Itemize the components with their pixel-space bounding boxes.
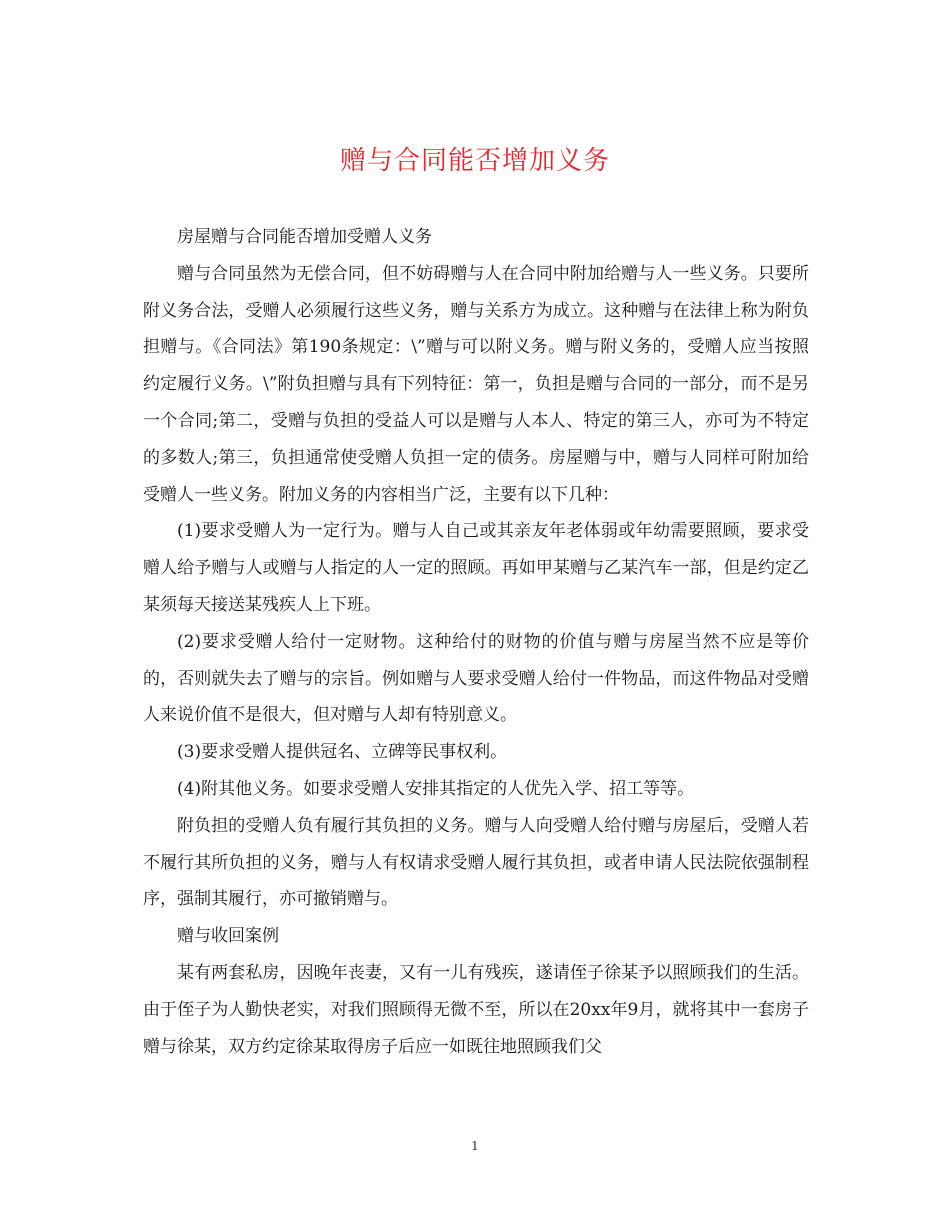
paragraph-list-item-2: (2)要求受赠人给付一定财物。这种给付的财物的价值与赠与房屋当然不应是等价的，否则就失去了赠与的宗旨。例如赠与人要求受赠人给付一件物品，而这件物品对受赠人来说价值不是很大，但对赠与人却有特别意义。 [143, 631, 809, 726]
document-body [143, 219, 809, 1065]
paragraph-list-item-4: (4)附其他义务。如要求受赠人安排其指定的人优先入学、招工等等。 [177, 778, 695, 799]
paragraph-subheading: 房屋赠与合同能否增加受赠人义务 [177, 227, 432, 247]
page-number: 1 [471, 1139, 479, 1153]
paragraph-list-item-3: (3)要求受赠人提供冠名、立碑等民事权利。 [177, 742, 508, 763]
paragraph: 赠与合同虽然为无偿合同，但不妨碍赠与人在合同中附加给赠与人一些义务。只要所附义务合法，受赠人必须履行这些义务，赠与关系方为成立。这种赠与在法律上称为附负担赠与。《合同法》第190条规定：\”赠与可以附义务。赠与附义务的，受赠人应当按照约定履行义务。\”附负担赠与具有下列特征：第一，负担是赠与合同的一部分，而不是另一个合同;第二，受赠与负担的受益人可以是赠与人本人、特定的第三人，亦可为不特定的多数人;第三，负担通常使受赠人负担一定的债务。房屋赠与中，赠与人同样可附加给受赠人一些义务。附加义务的内容相当广泛，主要有以下几种： [143, 263, 809, 505]
paragraph-subheading: 赠与收回案例 [177, 926, 279, 947]
paragraph-list-item-1: (1)要求受赠人为一定行为。赠与人自己或其亲友年老体弱或年幼需要照顾，要求受赠人给予赠与人或赠与人指定的人一定的照顾。再如甲某赠与乙某汽车一部，但是约定乙某须每天接送某残疾人上下班。 [143, 521, 809, 615]
paragraph: 附负担的受赠人负有履行其负担的义务。赠与人向受赠人给付赠与房屋后，受赠人若不履行其所负担的义务，赠与人有权请求受赠人履行其负担，或者申请人民法院依强制程序，强制其履行，亦可撤销赠与。 [143, 815, 809, 910]
paragraph: 某有两套私房，因晚年丧妻，又有一儿有残疾，遂请侄子徐某予以照顾我们的生活。由于侄子为人勤快老实，对我们照顾得无微不至，所以在20xx年9月，就将其中一套房子赠与徐某，双方约定徐某取得房子后应一如既往地照顾我们父 [143, 962, 809, 1057]
document-title: 赠与合同能否增加义务 [339, 146, 610, 176]
